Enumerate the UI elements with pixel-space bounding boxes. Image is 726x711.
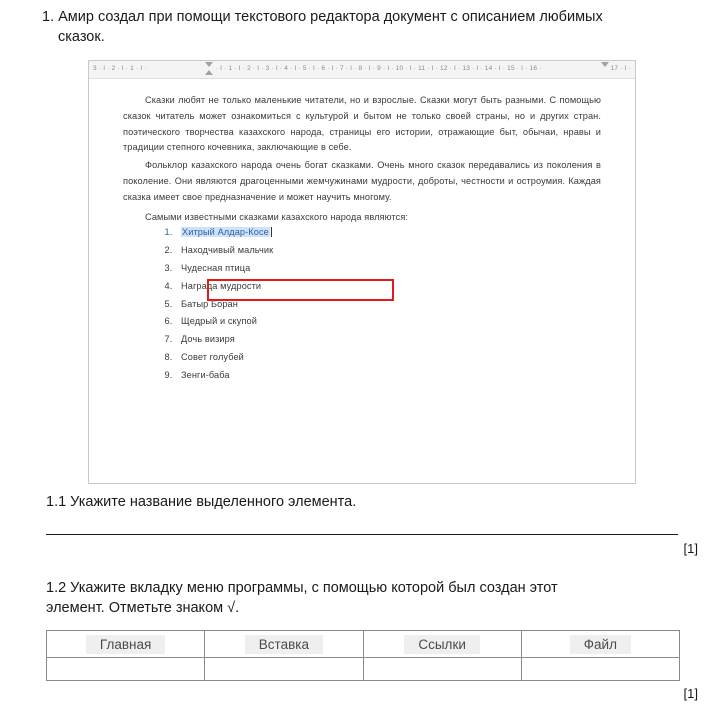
tab-label-ssylki: Ссылки <box>404 635 480 654</box>
answer-cell-ssylki[interactable] <box>363 658 521 681</box>
tab-label-glavnaya: Главная <box>86 635 165 654</box>
document-body <box>89 79 635 483</box>
list-item: 6. Щедрый и скупой <box>175 313 601 331</box>
ruler-end-label: 17 · I · <box>610 65 631 72</box>
question-1-2-mark: [1] <box>683 686 698 701</box>
ruler-right-label: · I · 1 · I · 2 · I · 3 · I · 4 · I · 5 · I · 6 · I · 7 · I · 8 · I · 9 · I · 10 · I · 11 · I · 12 · I · 13 · I · 14 · I · 15 · I · 16 · <box>215 65 542 72</box>
table-cell-tab-fayl[interactable] <box>521 631 679 658</box>
menu-tabs-table <box>46 630 680 681</box>
question-1-text <box>42 8 702 47</box>
table-row <box>47 631 680 658</box>
list-item: 2. Находчивый мальчик <box>175 242 601 260</box>
table-cell-tab-ssylki[interactable] <box>363 631 521 658</box>
list-item: 7. Дочь визиря <box>175 331 601 349</box>
document-paragraph-1: Сказки любят не только маленькие читатели, но и взрослые. Сказки могут быть разными. С помощью сказок читатель может ознакомиться с культурой и бытом не только своей страны, но и других стран. поэтического творчества казахского народа, страницы его истории, отражающие быт, обычаи, нравы и традиции степного кочевника, заключающие в себе. <box>123 95 601 153</box>
answer-line[interactable] <box>46 534 678 535</box>
question-1-1-text: 1.1 Укажите название выделенного элемента. <box>46 494 357 510</box>
ruler-first-line-indent-marker[interactable] <box>205 62 213 67</box>
list-item-1-label: Хитрый Алдар-Косе <box>182 226 269 237</box>
document-paragraph-2: Фольклор казахского народа очень богат сказками. Очень много сказок передавались из поколения в поколение. Они являются драгоценными жемчужинами мудрости, доброты, честности и остроумия. Каждая сказка имеет свое предназначение и может научить многому. <box>123 160 601 202</box>
text-cursor <box>271 227 272 237</box>
ruler-right-indent-marker[interactable] <box>601 62 609 67</box>
question-1-line1: Амир создал при помощи текстового редактора документ с описанием любимых <box>58 9 603 25</box>
question-1-1-mark: [1] <box>683 541 698 556</box>
list-item: 9. Зенги-баба <box>175 367 601 385</box>
tab-label-fayl: Файл <box>570 635 631 654</box>
question-1-2-line2: элемент. Отметьте знаком √. <box>46 600 240 617</box>
list-item <box>175 224 601 242</box>
document-ruler <box>89 61 635 79</box>
ruler-tick-labels <box>93 65 631 72</box>
question-1-number: 1. <box>42 9 55 25</box>
document-list-lead: Самыми известными сказками казахского народа являются: <box>145 211 409 222</box>
list-item: 5. Батыр Боран <box>175 296 601 314</box>
table-cell-tab-vstavka[interactable] <box>205 631 363 658</box>
question-1-2-line1: 1.2 Укажите вкладку меню программы, с помощью которой был создан этот <box>46 580 558 596</box>
answer-cell-vstavka[interactable] <box>205 658 363 681</box>
list-item: 3. Чудесная птица <box>175 260 601 278</box>
table-cell-tab-glavnaya[interactable] <box>47 631 205 658</box>
table-row <box>47 658 680 681</box>
list-item: 4. Награда мудрости <box>175 278 601 296</box>
ruler-left-label: 3 · I · 2 · I · 1 · I · <box>93 65 147 72</box>
question-1-2-text <box>46 578 682 619</box>
ruler-hanging-indent-marker[interactable] <box>205 70 213 75</box>
answer-cell-glavnaya[interactable] <box>47 658 205 681</box>
tab-label-vstavka: Вставка <box>245 635 323 654</box>
answer-cell-fayl[interactable] <box>521 658 679 681</box>
list-item: 8. Совет голубей <box>175 349 601 367</box>
document-numbered-list <box>123 224 601 385</box>
word-document-screenshot <box>88 60 636 484</box>
question-1-line2: сказок. <box>58 28 105 45</box>
